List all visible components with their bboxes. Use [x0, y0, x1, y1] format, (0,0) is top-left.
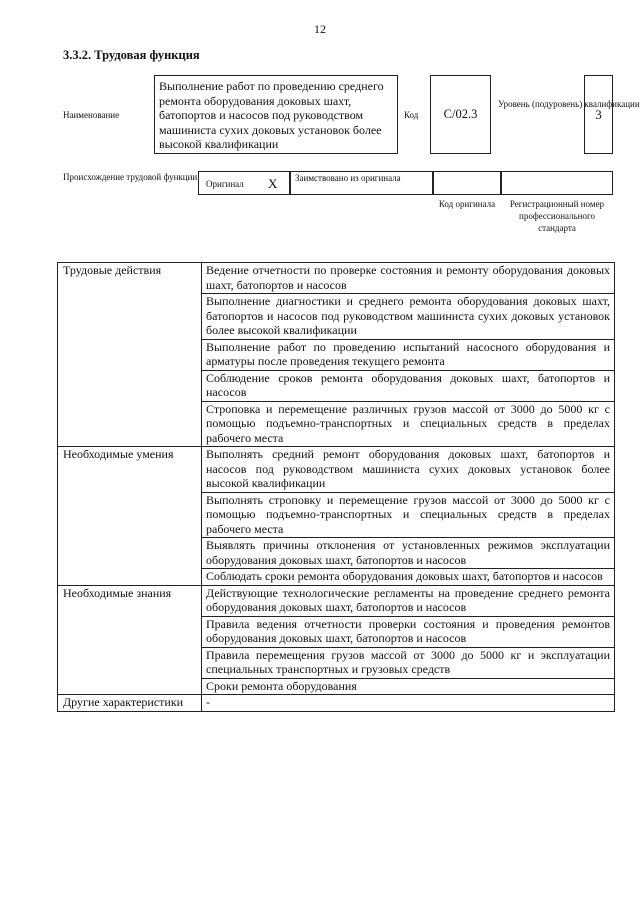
description-cell: Выполнение диагностики и среднего ремонта оборудования доковых шахт, батопортов и насосов под руководством машиниста сухих доковых установок более высокой квалификации	[202, 294, 615, 340]
table-row	[58, 695, 615, 712]
description-cell: Соблюдение сроков ремонта оборудования доковых шахт, батопортов и насосов	[202, 370, 615, 401]
section-title: 3.3.2. Трудовая функция	[63, 48, 200, 62]
description-cell: Ведение отчетности по проверке состояния и ремонту оборудования доковых шахт, батопортов и насосов	[202, 263, 615, 294]
description-cell: Выявлять причины отклонения от установленных режимов эксплуатации оборудования доковых шахт, батопортов и насосов	[202, 538, 615, 569]
code-original-label: Код оригинала	[438, 199, 496, 209]
description-cell: Выполнять средний ремонт оборудования доковых шахт, батопортов и насосов под руководством машиниста сухих доковых установок более высокой квалификации	[202, 447, 615, 493]
description-cell: Выполнять строповку и перемещение грузов массой от 3000 до 5000 кг с помощью подъемно-транспортных и специальных средств в пределах рабочего места	[202, 492, 615, 538]
code-value-box: С/02.3	[430, 75, 491, 154]
reg-number-label: Регистрационный номер профессионального стандарта	[509, 199, 605, 233]
category-cell: Другие характеристики	[58, 695, 202, 712]
name-label: Наименование	[63, 110, 120, 120]
level-label: Уровень (подуровень) квалификации	[498, 99, 640, 109]
category-cell: Необходимые знания	[58, 585, 202, 695]
reg-number-cell	[501, 171, 613, 195]
borrowed-cell: Заимствовано из оригинала	[290, 171, 433, 195]
description-cell: Правила ведения отчетности проверки состояния и проведения ремонтов оборудования доковых шахт, батопортов и насосов	[202, 616, 615, 647]
function-name-box: Выполнение работ по проведению среднего ремонта оборудования доковых шахт, батопортов и насосов под руководством машиниста сухих доковых установок более высокой квалификации	[154, 75, 398, 154]
origin-label: Происхождение трудовой функции	[63, 172, 198, 182]
page-number: 12	[314, 22, 326, 36]
code-label: Код	[404, 110, 419, 120]
category-cell: Трудовые действия	[58, 263, 202, 447]
original-mark: X	[268, 176, 278, 191]
description-cell: Сроки ремонта оборудования	[202, 678, 615, 695]
description-cell: Правила перемещения грузов массой от 3000 до 5000 кг и эксплуатации специальных транспортных и грузовых средств	[202, 647, 615, 678]
level-value-box: 3	[584, 75, 613, 154]
description-cell: -	[202, 695, 615, 712]
description-cell: Соблюдать сроки ремонта оборудования доковых шахт, батопортов и насосов	[202, 569, 615, 586]
table-row	[58, 447, 615, 493]
original-label: Оригинал	[206, 179, 244, 189]
functions-table	[57, 262, 615, 712]
category-cell: Необходимые умения	[58, 447, 202, 586]
description-cell: Действующие технологические регламенты на проведение среднего ремонта оборудования доковых шахт, батопортов и насосов	[202, 585, 615, 616]
description-cell: Выполнение работ по проведению испытаний насосного оборудования и арматуры после проведения текущего ремонта	[202, 339, 615, 370]
code-original-cell	[433, 171, 501, 195]
description-cell: Строповка и перемещение различных грузов массой от 3000 до 5000 кг с помощью подъемно-транспортных и специальных средств в пределах рабочего места	[202, 401, 615, 447]
table-row	[58, 585, 615, 616]
table-row	[58, 263, 615, 294]
